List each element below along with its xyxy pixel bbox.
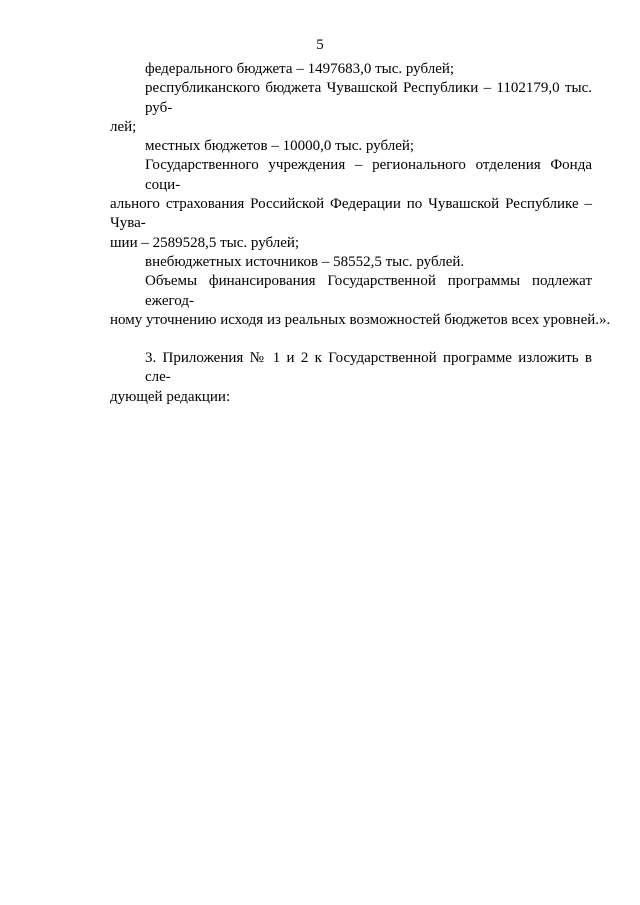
- text-line: лей;: [110, 118, 137, 135]
- text-line: местных бюджетов – 10000,0 тыс. рублей;: [145, 138, 415, 155]
- text-line: дующей редакции:: [110, 388, 231, 405]
- text-line: федерального бюджета – 1497683,0 тыс. рублей;: [145, 61, 455, 77]
- text-line: шии – 2589528,5 тыс. рублей;: [110, 234, 300, 251]
- document-body: [110, 60, 611, 407]
- text-line: внебюджетных источников – 58552,5 тыс. рублей.: [145, 253, 465, 270]
- text-line: ному уточнению исходя из реальных возможностей бюджетов всех уровней.».: [110, 311, 611, 328]
- text-line: Государственного учреждения – регионального отделения Фонда соци-: [145, 157, 592, 193]
- text-line: Объемы финансирования Государственной программы подлежат ежегод-: [145, 273, 592, 309]
- text-line: 3. Приложения № 1 и 2 к Государственной программе изложить в сле-: [145, 350, 592, 386]
- paragraph-spacer: [110, 330, 592, 349]
- page-number: 5: [316, 37, 324, 53]
- text-line: республиканского бюджета Чувашской Республики – 1102179,0 тыс. руб-: [145, 80, 592, 116]
- text-line: ального страхования Российской Федерации по Чувашской Республике – Чува-: [110, 196, 592, 232]
